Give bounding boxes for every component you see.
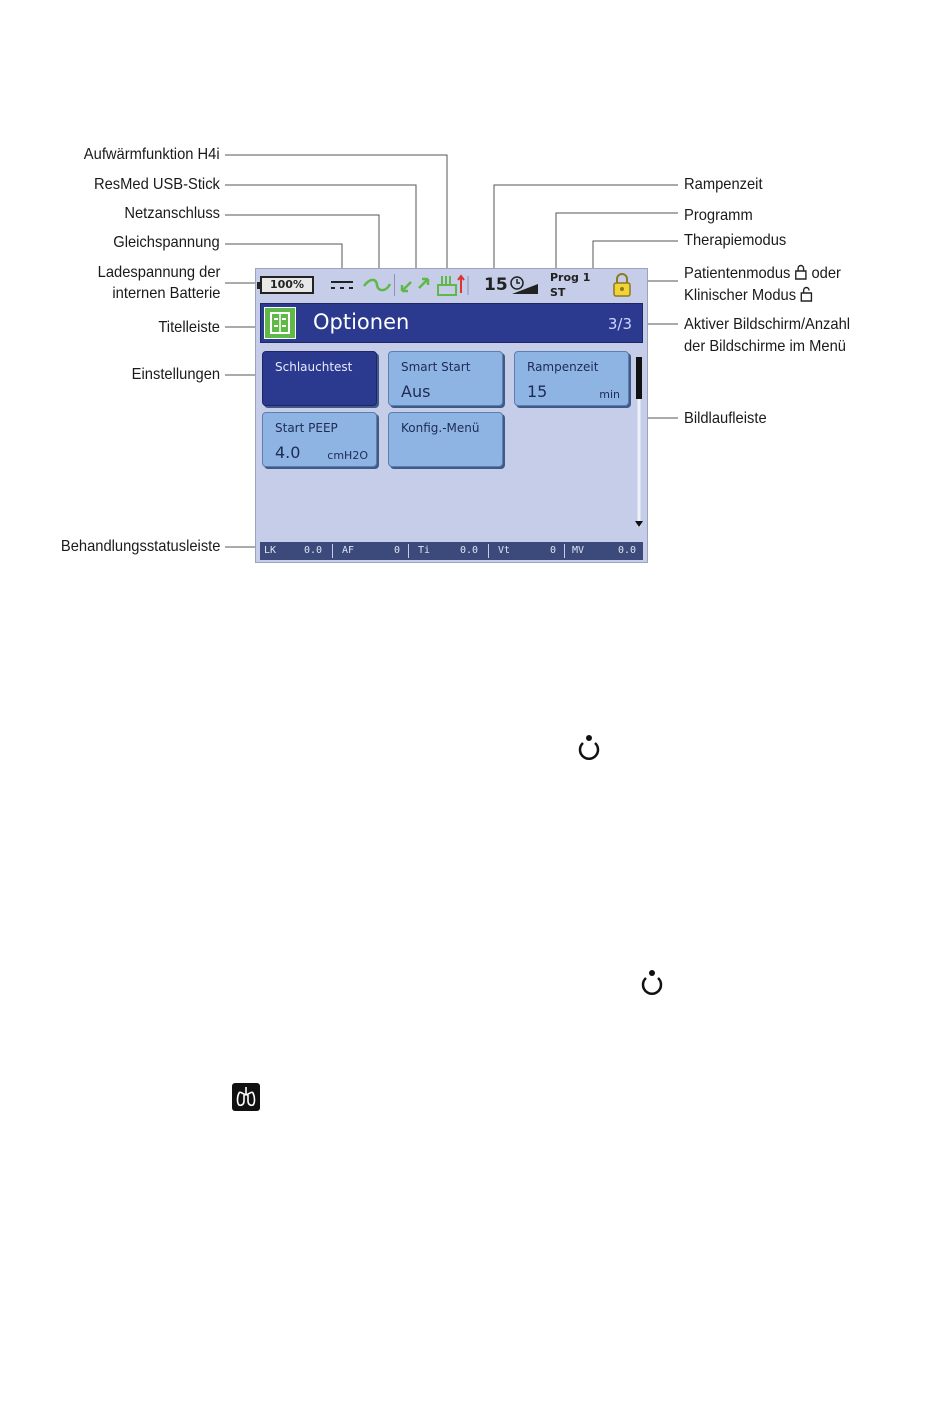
- treatment-status-bar: [260, 542, 643, 560]
- callout-rampenzeit: Rampenzeit: [684, 176, 763, 193]
- callout-bildlaufleiste: Bildlaufleiste: [684, 410, 767, 427]
- callout-ladespannung-line1: Ladespannung der: [97, 264, 220, 281]
- treatment-value-af: 0: [394, 545, 401, 556]
- callout-patientenmodus-label: Patientenmodus: [684, 265, 791, 282]
- callout-programm: Programm: [684, 207, 753, 224]
- treatment-separator: [408, 544, 409, 558]
- tile-start-peep[interactable]: [262, 412, 377, 467]
- options-menu-icon: [264, 307, 296, 339]
- lock-closed-icon: [612, 272, 632, 298]
- treatment-key-ti: Ti: [418, 545, 431, 556]
- dc-voltage-icon: [330, 279, 354, 291]
- callout-aufwaermfunktion: Aufwärmfunktion H4i: [84, 146, 220, 163]
- tile-rampenzeit[interactable]: [514, 351, 629, 406]
- tile-value: 4.0: [275, 443, 301, 462]
- tile-konfig-menu[interactable]: [388, 412, 503, 467]
- callout-therapiemodus: Therapiemodus: [684, 232, 787, 249]
- treatment-value-vt: 0: [550, 545, 557, 556]
- power-icon: [638, 969, 666, 997]
- treatment-key-vt: Vt: [498, 545, 511, 556]
- device-screen: [255, 268, 648, 563]
- therapy-mode-indicator: ST: [550, 286, 566, 299]
- title-bar: [260, 303, 643, 343]
- callout-gleichspannung: Gleichspannung: [113, 234, 220, 251]
- tile-schlauchtest[interactable]: [262, 351, 377, 406]
- treatment-separator: [564, 544, 565, 558]
- tile-label: Schlauchtest: [275, 360, 353, 374]
- callout-klinischer-modus-label: Klinischer Modus: [684, 287, 797, 304]
- scrollbar[interactable]: [635, 357, 643, 527]
- tile-label: Rampenzeit: [527, 360, 599, 374]
- treatment-value-ti: 0.0: [460, 545, 479, 556]
- callout-aktiver-bildschirm-line1: Aktiver Bildschirm/Anzahl: [684, 316, 851, 333]
- status-divider: [394, 274, 395, 296]
- treatment-separator: [332, 544, 333, 558]
- callout-klinischer-modus: [684, 285, 813, 307]
- tile-unit: cmH2O: [327, 449, 368, 462]
- treatment-key-mv: MV: [572, 545, 585, 556]
- treatment-key-af: AF: [342, 545, 355, 556]
- ramp-time-value: 15: [484, 275, 508, 295]
- lungs-icon: [232, 1083, 260, 1111]
- callout-patientenmodus: [684, 263, 841, 285]
- tile-value: Aus: [401, 382, 431, 401]
- callout-titelleiste: Titelleiste: [158, 319, 220, 336]
- screen-title: Optionen: [313, 310, 410, 334]
- treatment-separator: [488, 544, 489, 558]
- ac-mains-icon: [362, 277, 392, 293]
- treatment-value-lk: 0.0: [304, 545, 323, 556]
- callout-netzanschluss: Netzanschluss: [124, 205, 220, 222]
- callout-aktiver-bildschirm-line2: der Bildschirme im Menü: [684, 338, 846, 355]
- page-indicator: 3/3: [607, 315, 632, 333]
- tile-label: Konfig.-Menü: [401, 421, 480, 435]
- lock-closed-icon: [794, 264, 807, 280]
- tile-label: Smart Start: [401, 360, 471, 374]
- lock-open-icon: [800, 286, 813, 302]
- treatment-key-lk: LK: [264, 545, 277, 556]
- callout-ladespannung-line2: internen Batterie: [111, 285, 220, 302]
- battery-indicator: 100%: [260, 276, 314, 294]
- heated-humidifier-icon: [436, 273, 470, 297]
- usb-transfer-icon: [399, 275, 431, 295]
- ramp-clock-icon: [508, 276, 540, 296]
- tile-value: 15: [527, 382, 548, 401]
- treatment-value-mv: 0.0: [618, 545, 637, 556]
- program-indicator: Prog 1: [550, 271, 591, 284]
- callout-oder: oder: [811, 265, 841, 282]
- tile-label: Start PEEP: [275, 421, 338, 435]
- tile-smart-start[interactable]: [388, 351, 503, 406]
- status-bar: [256, 269, 647, 301]
- callout-behandlungsstatusleiste: Behandlungsstatusleiste: [60, 538, 220, 555]
- callout-einstellungen: Einstellungen: [131, 366, 220, 383]
- callout-usb-stick: ResMed USB-Stick: [94, 176, 220, 193]
- power-icon: [575, 734, 603, 762]
- tile-unit: min: [599, 388, 620, 401]
